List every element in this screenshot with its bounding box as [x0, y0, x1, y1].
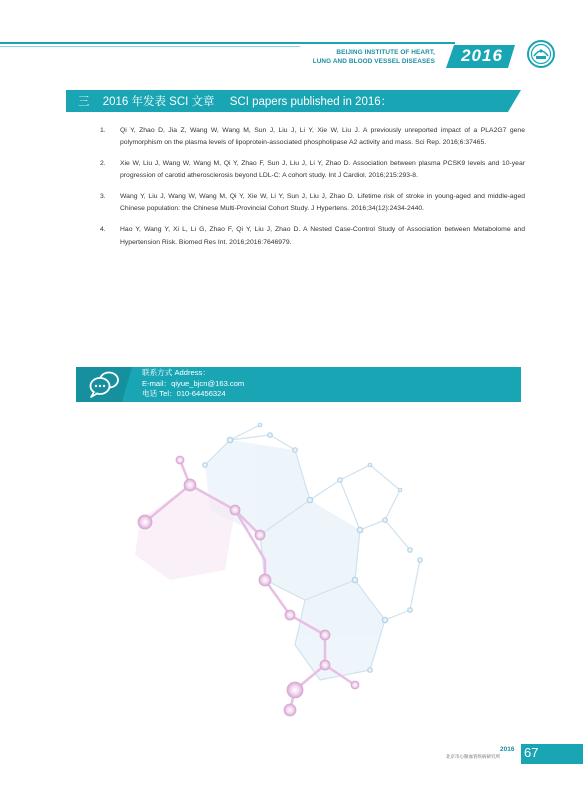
footer-year: 2016: [500, 746, 515, 753]
contact-info: [142, 368, 244, 400]
section-title-en: SCI papers published in 2016：: [229, 96, 393, 108]
header-rule: [0, 42, 455, 44]
reference-item: [100, 191, 525, 216]
contact-label: 联系方式 Address：: [142, 368, 210, 377]
institute-emblem-icon: [527, 40, 555, 68]
contact-phone: 电话 Tel：010-64456324: [142, 389, 226, 398]
reference-item: [100, 125, 525, 150]
section-number: 三: [78, 96, 90, 108]
institute-name-line1: BEIJING INSTITUTE OF HEART,: [336, 49, 435, 56]
reference-number: 4.: [100, 226, 106, 234]
reference-list: [100, 125, 525, 257]
reference-text: Hao Y, Wang Y, Xi L, Li G, Zhao F, Qi Y, Liu J, Zhao D. A Nested Case-Control Study of Association between Metabolome and Hypertension Risk. Biomed Res Int. 2016;2016:7646979.: [120, 226, 525, 246]
contact-email: E-mail：qiyue_bjcn@163.com: [142, 378, 245, 388]
molecular-network-decoration: [110, 420, 440, 720]
header-rule-thin: [0, 46, 300, 47]
section-title-cn: 2016 年发表 SCI 文章: [102, 96, 215, 108]
footer-institute: 北京市心肺血管疾病研究所: [446, 754, 500, 759]
reference-text: Qi Y, Zhao D, Jia Z, Wang W, Wang M, Sun J, Liu J, Li Y, Xie W, Liu J. A previously unreported impact of a PLA2G7 gene polymorphism on the plasma levels of lipoprotein-associated phospholipase A2 activity and mass. Sci Rep. 2016;6:37465.: [120, 127, 525, 147]
page-number: 67: [524, 745, 539, 760]
reference-text: Xie W, Liu J, Wang W, Wang M, Qi Y, Zhao F, Sun J, Liu J, Li Y, Zhao D. Association between plasma PCSK9 levels and 10-year progression of carotid atherosclerosis beyond LDL-C: A cohort study. Int J Cardiol. 2016;215:293-8.: [120, 160, 525, 180]
reference-item: [100, 224, 525, 249]
institute-name-line2: LUNG AND BLOOD VESSEL DISEASES: [312, 58, 435, 65]
institute-name: [313, 48, 435, 66]
reference-item: [100, 158, 525, 183]
reference-text: Wang Y, Liu J, Wang W, Wang M, Qi Y, Xie W, Li Y, Sun J, Liu J, Zhao D. Lifetime risk of stroke in young-aged and middle-aged Chinese population: the Chinese Multi-Provincial Cohort Study. J Hypertens. 2016;34(12):2434-2440.: [120, 193, 525, 213]
reference-number: 2.: [100, 160, 106, 168]
reference-number: 1.: [100, 127, 106, 134]
reference-number: 3.: [100, 193, 106, 201]
section-title: [78, 93, 392, 109]
header-year: 2016: [461, 46, 503, 65]
